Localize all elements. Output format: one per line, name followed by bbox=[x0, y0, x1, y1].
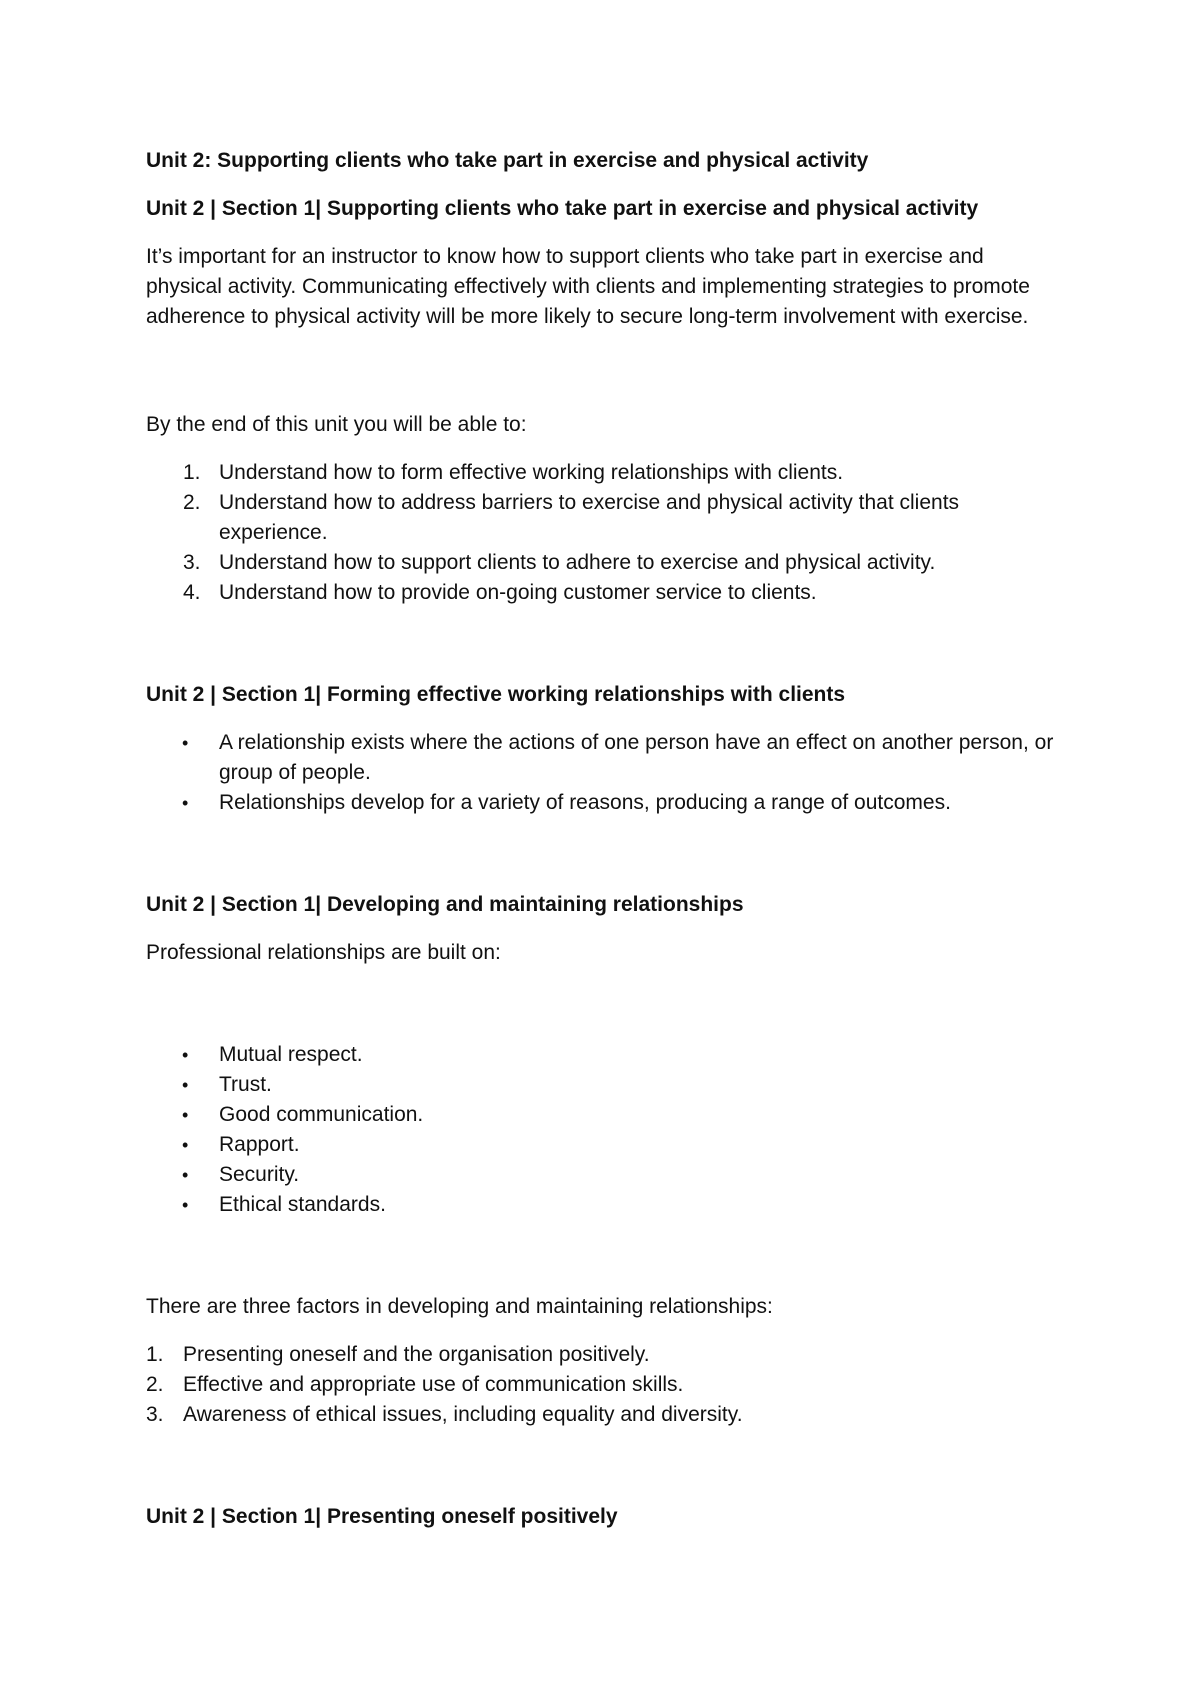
bullet-icon: • bbox=[182, 1165, 189, 1185]
list-item bbox=[146, 1100, 1056, 1130]
bullet-icon: • bbox=[182, 1045, 189, 1065]
list-number: 2. bbox=[183, 491, 201, 514]
list-item-text: A relationship exists where the actions of one person have an effect on another person, or group of people. bbox=[219, 731, 1054, 784]
objectives-list bbox=[146, 458, 1056, 608]
list-item-text: Good communication. bbox=[219, 1103, 424, 1126]
list-number: 3. bbox=[146, 1403, 164, 1426]
list-item-text: Understand how to support clients to adhere to exercise and physical activity. bbox=[219, 551, 936, 574]
list-item bbox=[146, 1040, 1056, 1070]
professional-relationships-intro: Professional relationships are built on: bbox=[146, 941, 501, 964]
list-item bbox=[146, 1160, 1056, 1190]
list-item bbox=[146, 548, 1056, 578]
objectives-intro: By the end of this unit you will be able to: bbox=[146, 413, 527, 436]
list-item bbox=[146, 728, 1056, 788]
list-item-text: Understand how to address barriers to exercise and physical activity that clients experience. bbox=[219, 491, 960, 544]
bullet-icon: • bbox=[182, 793, 189, 813]
list-item bbox=[146, 788, 1056, 818]
list-item-text: Effective and appropriate use of communication skills. bbox=[183, 1373, 684, 1396]
section-heading-developing-relationships: Unit 2 | Section 1| Developing and maintaining relationships bbox=[146, 893, 744, 916]
bullet-icon: • bbox=[182, 733, 189, 753]
list-item bbox=[146, 1340, 1056, 1370]
section-heading-supporting-clients: Unit 2 | Section 1| Supporting clients who take part in exercise and physical activity bbox=[146, 197, 979, 220]
relationship-bullets bbox=[146, 728, 1056, 818]
list-item bbox=[146, 1400, 1056, 1430]
professional-qualities-list bbox=[146, 1040, 1056, 1220]
document-page bbox=[146, 146, 1056, 1532]
list-item-text: Relationships develop for a variety of reasons, producing a range of outcomes. bbox=[219, 791, 951, 814]
list-item-text: Mutual respect. bbox=[219, 1043, 363, 1066]
list-item-text: Understand how to form effective working relationships with clients. bbox=[219, 461, 844, 484]
list-item bbox=[146, 488, 1056, 548]
factors-intro: There are three factors in developing and maintaining relationships: bbox=[146, 1295, 773, 1318]
intro-paragraph: It’s important for an instructor to know how to support clients who take part in exercise and physical activity. Communicating effectively with clients and implementing strategies to promote adherence to physical activity will be more likely to secure long-term involvement with exercise. bbox=[146, 245, 1030, 328]
document-title: Unit 2: Supporting clients who take part in exercise and physical activity bbox=[146, 149, 869, 172]
list-item-text: Security. bbox=[219, 1163, 300, 1186]
list-item-text: Awareness of ethical issues, including equality and diversity. bbox=[183, 1403, 743, 1426]
list-item-text: Trust. bbox=[219, 1073, 272, 1096]
section-heading-forming-relationships: Unit 2 | Section 1| Forming effective working relationships with clients bbox=[146, 683, 846, 706]
list-item-text: Understand how to provide on-going customer service to clients. bbox=[219, 581, 817, 604]
section-heading-presenting-oneself: Unit 2 | Section 1| Presenting oneself positively bbox=[146, 1505, 618, 1528]
list-item bbox=[146, 578, 1056, 608]
list-item-text: Rapport. bbox=[219, 1133, 300, 1156]
bullet-icon: • bbox=[182, 1075, 189, 1095]
list-item-text: Presenting oneself and the organisation positively. bbox=[183, 1343, 650, 1366]
list-number: 1. bbox=[146, 1343, 164, 1366]
list-item bbox=[146, 1190, 1056, 1220]
list-number: 2. bbox=[146, 1373, 164, 1396]
list-item bbox=[146, 458, 1056, 488]
bullet-icon: • bbox=[182, 1195, 189, 1215]
list-number: 1. bbox=[183, 461, 201, 484]
list-item bbox=[146, 1070, 1056, 1100]
factors-list bbox=[146, 1340, 1056, 1430]
list-number: 3. bbox=[183, 551, 201, 574]
bullet-icon: • bbox=[182, 1135, 189, 1155]
list-item-text: Ethical standards. bbox=[219, 1193, 386, 1216]
bullet-icon: • bbox=[182, 1105, 189, 1125]
list-number: 4. bbox=[183, 581, 201, 604]
list-item bbox=[146, 1370, 1056, 1400]
list-item bbox=[146, 1130, 1056, 1160]
